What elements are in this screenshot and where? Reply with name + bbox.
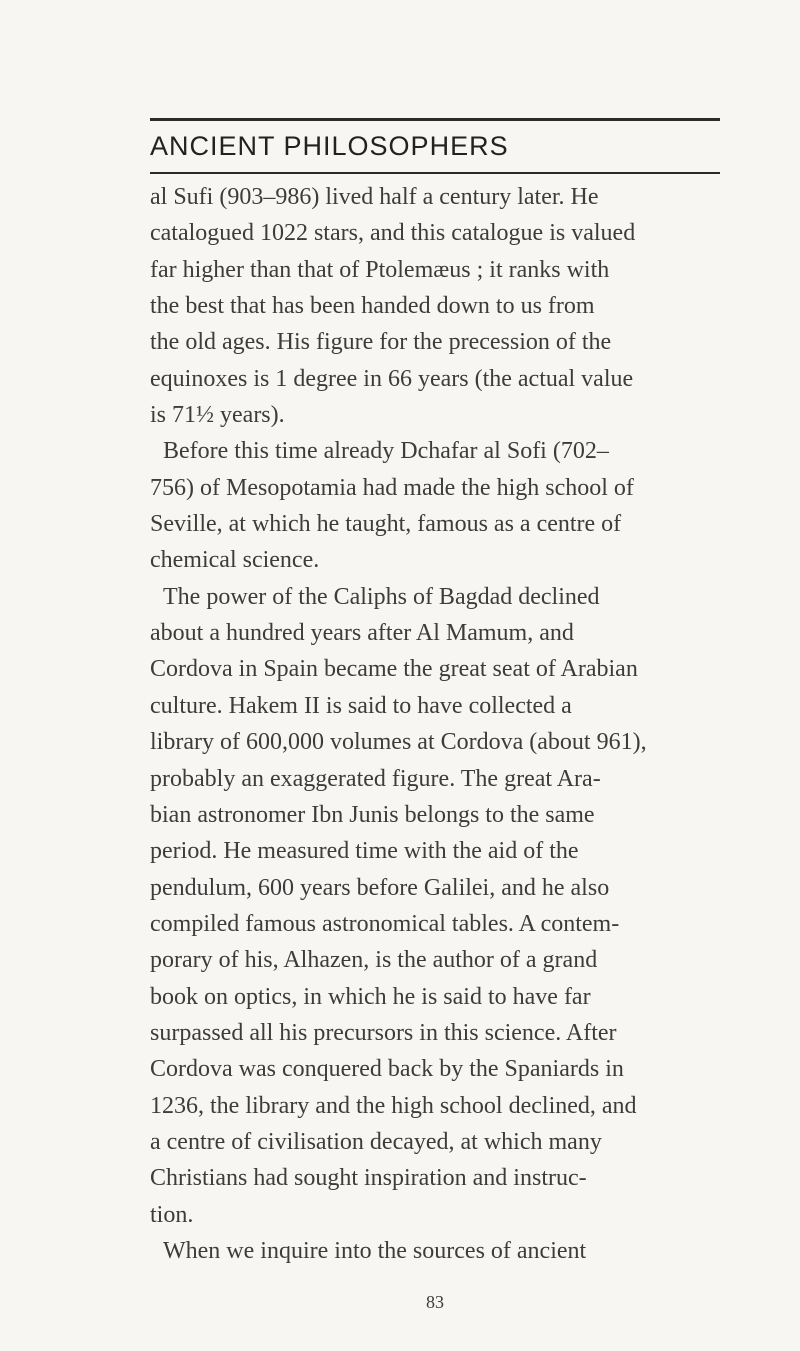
text-line: Christians had sought inspiration and instruc- (150, 1165, 587, 1192)
text-line: 756) of Mesopotamia had made the high school of (150, 474, 634, 501)
text-line: probably an exaggerated figure. The great Ara- (150, 765, 601, 792)
text-line: equinoxes is 1 degree in 66 years (the actual value (150, 365, 634, 392)
text-line: Cordova in Spain became the great seat of Arabian (150, 656, 638, 683)
text-line: pendulum, 600 years before Galilei, and he also (150, 874, 610, 901)
text-line: Cordova was conquered back by the Spaniards in (150, 1056, 624, 1083)
header-rule-bottom (150, 172, 720, 174)
text-line: Seville, at which he taught, famous as a centre of (150, 511, 622, 538)
text-line: far higher than that of Ptolemæus ; it ranks with (150, 256, 610, 283)
text-line: 1236, the library and the high school declined, and (150, 1092, 637, 1119)
text-line: library of 600,000 volumes at Cordova (about 961), (150, 729, 647, 756)
text-line: book on optics, in which he is said to have far (150, 983, 591, 1010)
text-line: Before this time already Dchafar al Sofi (702– (163, 438, 609, 465)
text-line: compiled famous astronomical tables. A contem- (150, 910, 620, 937)
text-line: tion. (150, 1201, 194, 1228)
text-line: bian astronomer Ibn Junis belongs to the same (150, 801, 595, 828)
body-text (150, 179, 750, 1269)
text-line: is 71½ years). (150, 402, 285, 429)
text-line: porary of his, Alhazen, is the author of a grand (150, 947, 598, 974)
text-line: chemical science. (150, 547, 320, 574)
text-line: period. He measured time with the aid of the (150, 838, 579, 865)
text-line: al Sufi (903–986) lived half a century later. He (150, 184, 599, 210)
page-number: 83 (426, 1292, 444, 1312)
text-line: surpassed all his precursors in this science. After (150, 1019, 617, 1046)
text-line: the old ages. His figure for the precession of the (150, 329, 612, 356)
text-line: the best that has been handed down to us from (150, 293, 595, 320)
text-line: a centre of civilisation decayed, at which many (150, 1128, 602, 1155)
text-line: When we inquire into the sources of ancient (163, 1237, 587, 1264)
running-head: ANCIENT PHILOSOPHERS (150, 131, 509, 161)
text-line: culture. Hakem II is said to have collected a (150, 692, 572, 719)
header-rule-top (150, 118, 720, 121)
text-line: catalogued 1022 stars, and this catalogue is valued (150, 220, 636, 247)
text-line: about a hundred years after Al Mamum, and (150, 620, 574, 647)
text-line: The power of the Caliphs of Bagdad declined (163, 583, 600, 610)
